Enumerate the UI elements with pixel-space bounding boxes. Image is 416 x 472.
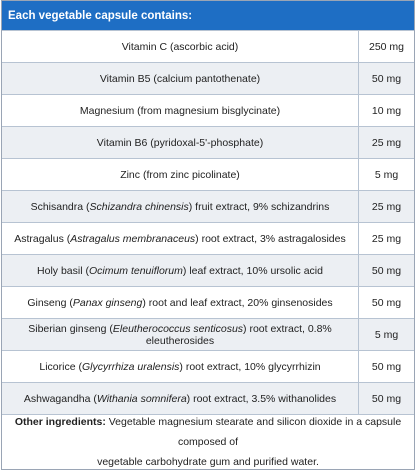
ingredient-description: ) leaf extract, 10% ursolic acid [182,264,323,277]
table-row [2,319,414,351]
ingredient-rows [2,31,414,415]
ingredient-name-text: Ashwagandha ( [23,392,97,405]
ingredient-amount: 250 mg [368,40,405,53]
ingredient-name [2,191,359,222]
table-row [2,223,414,255]
ingredient-name-text: Vitamin B6 (pyridoxal-5'-phosphate) [96,136,264,149]
ingredient-description: ) root and leaf extract, 20% ginsenosides [142,296,333,309]
ingredient-name [2,127,359,158]
ingredient-name [2,383,359,414]
table-row [2,287,414,319]
table-row [2,351,414,383]
ingredient-name [2,223,359,254]
ingredient-amount: 5 mg [374,328,399,341]
ingredient-latin-name: Schizandra chinensis [89,200,189,213]
ingredient-name-text: Schisandra ( [30,200,90,213]
ingredient-name [2,319,359,350]
ingredient-amount: 50 mg [371,392,402,405]
ingredient-name [2,287,359,318]
table-row [2,255,414,287]
ingredient-amount: 50 mg [371,360,402,373]
ingredient-description: ) fruit extract, 9% schizandrins [188,200,330,213]
ingredient-latin-name: Ocimum tenuiflorum [88,264,183,277]
table-row [2,31,414,63]
other-ingredients-text: Vegetable magnesium stearate and silicon dioxide in a capsule composed of [105,416,402,448]
ingredient-description: ) root extract, 0.8% eleutherosides [145,322,332,347]
ingredient-amount: 10 mg [371,104,402,117]
table-row [2,191,414,223]
ingredient-amount: 50 mg [371,72,402,85]
ingredient-name-text: Magnesium (from magnesium bisglycinate) [79,104,281,117]
ingredient-name [2,255,359,286]
table-row [2,383,414,415]
table-title: Each vegetable capsule contains: [8,9,193,22]
ingredient-latin-name: Eleutherococcus senticosus [112,322,244,335]
ingredient-description: ) root extract, 3.5% withanolides [186,392,337,405]
ingredient-amount: 50 mg [371,264,402,277]
ingredient-amount: 25 mg [371,232,402,245]
ingredient-name-text: Ginseng ( [27,296,73,309]
ingredient-name-text: Siberian ginseng ( [28,322,113,335]
ingredient-name-text: Astragalus ( [14,232,71,245]
ingredient-latin-name: Astragalus membranaceus [70,232,196,245]
table-row [2,95,414,127]
table-row [2,63,414,95]
ingredient-name [2,95,359,126]
other-ingredients-label: Other ingredients: [14,416,106,428]
ingredient-description: ) root extract, 3% astragalosides [195,232,346,245]
other-ingredients [2,415,414,469]
ingredient-name-text: Holy basil ( [37,264,89,277]
other-ingredients-line-1 [10,412,406,452]
ingredient-description: ) root extract, 10% glycyrrhizin [179,360,321,373]
table-row [2,127,414,159]
ingredient-amount: 50 mg [371,296,402,309]
ingredient-amount: 5 mg [374,168,399,181]
ingredient-amount: 25 mg [371,136,402,149]
ingredients-table [1,0,415,470]
ingredient-name-text: Vitamin B5 (calcium pantothenate) [99,72,261,85]
other-ingredients-line-2: vegetable carbohydrate gum and purified water. [97,456,319,468]
ingredient-name [2,351,359,382]
ingredient-name-text: Vitamin C (ascorbic acid) [121,40,239,53]
table-header [2,1,414,31]
ingredient-name [2,159,359,190]
ingredient-amount: 25 mg [371,200,402,213]
ingredient-latin-name: Panax ginseng [72,296,143,309]
ingredient-name-text: Zinc (from zinc picolinate) [120,168,240,181]
ingredient-latin-name: Withania somnifera [96,392,187,405]
ingredient-latin-name: Glycyrrhiza uralensis [81,360,180,373]
ingredient-name [2,63,359,94]
ingredient-name-text: Licorice ( [39,360,82,373]
ingredient-name [2,31,359,62]
table-row [2,159,414,191]
